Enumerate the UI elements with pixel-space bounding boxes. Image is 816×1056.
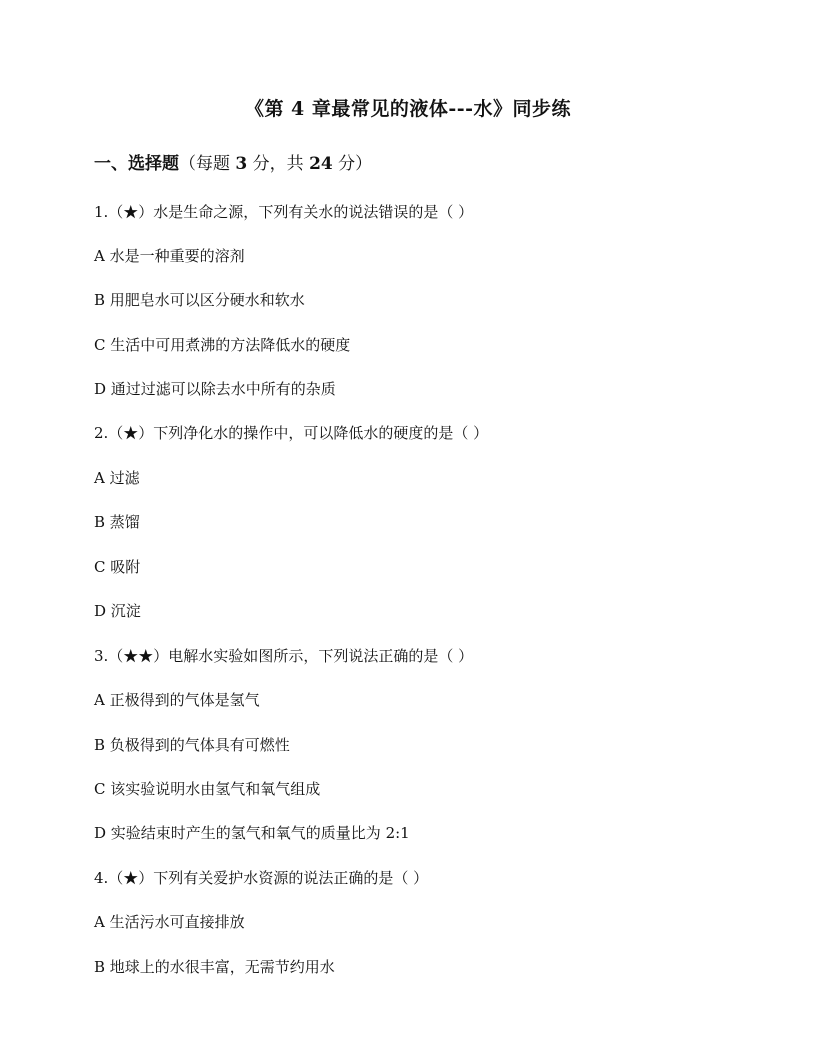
total-score: 24 xyxy=(309,154,333,174)
document-title: 《第 4 章最常见的液体---水》同步练 xyxy=(244,98,572,120)
option-2b: B 蒸馏 xyxy=(94,513,140,531)
option-2c: C 吸附 xyxy=(94,558,141,576)
option-3b: B 负极得到的气体具有可燃性 xyxy=(94,736,290,754)
per-question-score: 3 xyxy=(235,154,248,174)
question-3: 3.（★★）电解水实验如图所示，下列说法正确的是（ ） xyxy=(94,647,474,665)
option-2a: A 过滤 xyxy=(94,469,140,487)
option-1a: A 水是一种重要的溶剂 xyxy=(94,247,245,265)
option-1b: B 用肥皂水可以区分硬水和软水 xyxy=(94,291,305,309)
option-4b: B 地球上的水很丰富，无需节约用水 xyxy=(94,958,335,976)
section-note-mid: 分，共 xyxy=(247,154,310,174)
option-3c: C 该实验说明水由氢气和氧气组成 xyxy=(94,780,321,798)
question-4: 4.（★）下列有关爱护水资源的说法正确的是（ ） xyxy=(94,869,429,887)
section-heading-label: 一、选择题 xyxy=(94,154,179,174)
section-note-close: 分） xyxy=(332,154,373,174)
option-2d: D 沉淀 xyxy=(94,602,141,620)
question-2: 2.（★）下列净化水的操作中，可以降低水的硬度的是（ ） xyxy=(94,424,489,442)
option-4a: A 生活污水可直接排放 xyxy=(94,913,245,931)
option-3d: D 实验结束时产生的氢气和氧气的质量比为 2:1 xyxy=(94,824,410,842)
section-note-open: （每题 xyxy=(179,154,236,174)
option-3a: A 正极得到的气体是氢气 xyxy=(94,691,260,709)
question-1: 1.（★）水是生命之源，下列有关水的说法错误的是（ ） xyxy=(94,203,474,221)
option-1d: D 通过过滤可以除去水中所有的杂质 xyxy=(94,380,336,398)
option-1c: C 生活中可用煮沸的方法降低水的硬度 xyxy=(94,336,351,354)
section-heading xyxy=(94,149,372,174)
